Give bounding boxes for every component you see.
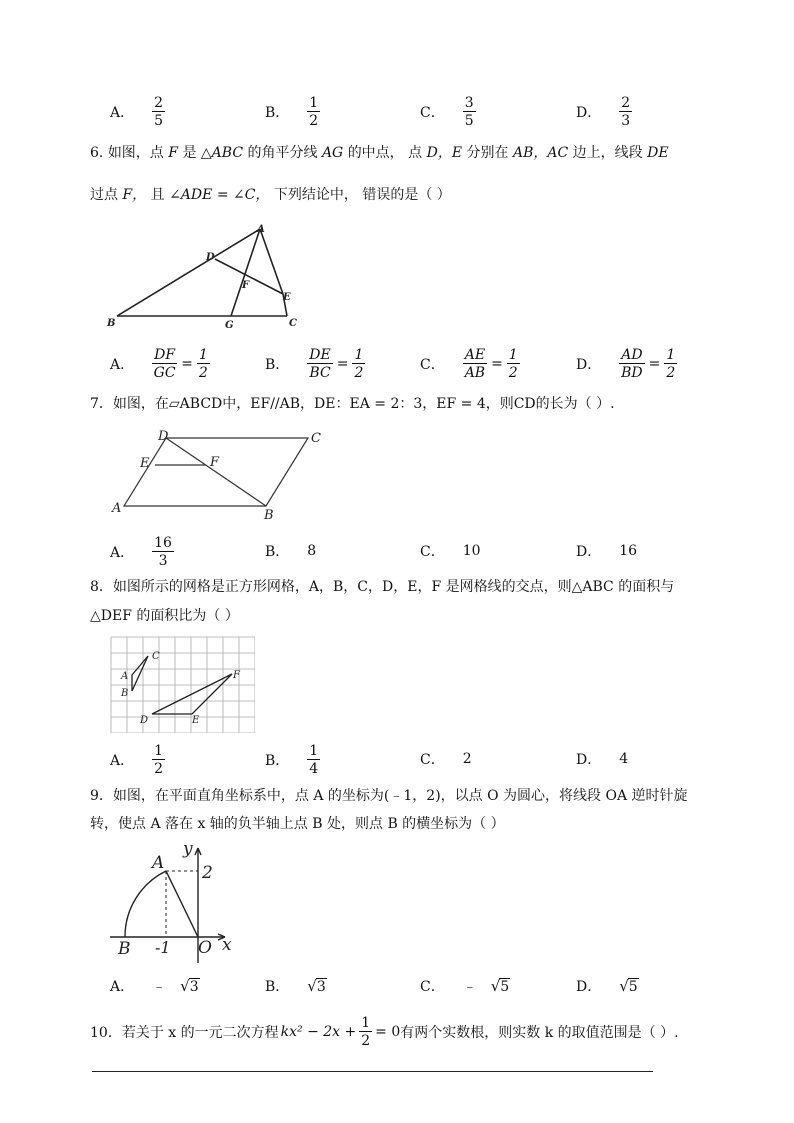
q9-option-b[interactable]: B． √ 3 bbox=[265, 977, 326, 995]
q9-option-a[interactable]: A． ﹣ √ 3 bbox=[110, 977, 199, 995]
segment-ag bbox=[231, 229, 260, 316]
q10-text: 10．若关于 x 的一元二次方程 kx² − 2x + $\frac{1}{2}$ = 0 有两个实数根，则实数 k 的取值范围是（ ）. bbox=[90, 1015, 679, 1049]
label-x: x bbox=[222, 935, 232, 955]
q5-option-a[interactable]: A． $\frac{2}{5}$ bbox=[110, 95, 164, 129]
triangle-def bbox=[152, 674, 232, 714]
q9-line1: 9．如图，在平面直角坐标系中，点 A 的坐标为(﹣1，2)，以点 O 为圆心，将线段 OA 逆时针旋 bbox=[90, 788, 688, 804]
q8-figure bbox=[110, 636, 255, 733]
label-y: y bbox=[183, 839, 193, 859]
q5-option-d[interactable]: D． $\frac{2}{3}$ bbox=[576, 95, 631, 129]
q6-line1: 6. 如图，点 F 是 △ABC 的角平分线 AG 的中点， 点 D，E 分别在 AB，AC 边上，线段 DE bbox=[90, 145, 669, 161]
fraction: $\frac{2}{5}$ bbox=[154, 95, 164, 129]
sqrt: √ 5 bbox=[490, 977, 510, 995]
label-c: C bbox=[152, 651, 160, 662]
segment-oa bbox=[166, 871, 198, 937]
q6-option-a[interactable]: A． $\frac{DF}{GC}$ = $\frac{1}{2}$ bbox=[110, 347, 208, 381]
label-f: F bbox=[233, 670, 240, 681]
q6-option-b[interactable]: B． $\frac{DE}{BC}$ = $\frac{1}{2}$ bbox=[265, 347, 364, 381]
q7-text: 7．如图，在▱ABCD中，EF//AB，DE：EA = 2：3，EF = 4，则CD的长为（ ）. bbox=[90, 396, 615, 412]
label-b: B bbox=[118, 939, 131, 959]
q7-option-d[interactable]: D． 16 bbox=[576, 543, 638, 560]
label-a: A bbox=[152, 853, 165, 873]
q9-line2: 转，使点 A 落在 x 轴的负半轴上点 B 处，则点 B 的横坐标为（ ） bbox=[90, 816, 505, 832]
fraction: $\frac{1}{2}$ bbox=[309, 95, 319, 129]
label-f: F bbox=[210, 455, 220, 470]
q8-line2: △DEF 的面积比为（ ） bbox=[90, 608, 239, 624]
q7-option-c[interactable]: C． 10 bbox=[420, 543, 481, 560]
label-b: B bbox=[264, 508, 274, 520]
label-e: E bbox=[192, 715, 200, 726]
label-a: A bbox=[121, 671, 129, 682]
label-d: D bbox=[140, 715, 149, 726]
sqrt: √ 5 bbox=[619, 977, 638, 995]
q5-option-c[interactable]: C． $\frac{3}{5}$ bbox=[420, 95, 474, 129]
label-g: G bbox=[225, 320, 234, 331]
segment-ba bbox=[117, 229, 260, 316]
label-neg1: -1 bbox=[155, 938, 171, 957]
label-o: O bbox=[198, 938, 212, 958]
label-b: B bbox=[107, 318, 116, 329]
label-a: A bbox=[257, 224, 265, 235]
sqrt: √ 3 bbox=[180, 977, 199, 995]
triangle-abc bbox=[132, 656, 148, 691]
q8-option-d[interactable]: D． 4 bbox=[576, 751, 629, 768]
q8-option-c[interactable]: C． 2 bbox=[420, 751, 472, 768]
segment-db bbox=[166, 438, 266, 506]
q9-figure bbox=[110, 838, 245, 963]
q6-option-c[interactable]: C． $\frac{AE}{AB}$ = $\frac{1}{2}$ bbox=[420, 347, 518, 381]
q7-option-b[interactable]: B． 8 bbox=[265, 543, 317, 560]
label-d: D bbox=[158, 429, 169, 444]
fraction: $\frac{3}{5}$ bbox=[464, 95, 474, 129]
fraction: $\frac{2}{3}$ bbox=[621, 95, 631, 129]
label-e: E bbox=[283, 292, 291, 303]
q9-option-c[interactable]: C． ﹣ √ 5 bbox=[420, 977, 510, 995]
arc-ab bbox=[125, 871, 166, 937]
q6-option-d[interactable]: D． $\frac{AD}{BD}$ = $\frac{1}{2}$ bbox=[576, 347, 676, 381]
answer-line bbox=[92, 1071, 653, 1072]
q8-option-b[interactable]: B． $\frac{1}{4}$ bbox=[265, 743, 319, 777]
q6-line2: 过点 F， 且 ∠ADE = ∠C， 下列结论中， 错误的是（ ） bbox=[90, 187, 451, 203]
q6-figure bbox=[105, 222, 320, 332]
label-f: F bbox=[242, 280, 250, 291]
q7-option-a[interactable]: A． $\frac{16}{3}$ bbox=[110, 535, 172, 569]
q8-option-a[interactable]: A． $\frac{1}{2}$ bbox=[110, 743, 164, 777]
q5-option-b[interactable]: B． $\frac{1}{2}$ bbox=[265, 95, 319, 129]
q7-figure bbox=[108, 428, 333, 520]
q9-option-d[interactable]: D． √ 5 bbox=[576, 977, 638, 995]
label-d: D bbox=[206, 252, 215, 263]
label-c: C bbox=[289, 318, 297, 329]
q8-line1: 8．如图所示的网格是正方形网格，A，B，C，D，E，F 是网格线的交点，则△ABC 的面积与 bbox=[90, 579, 675, 595]
label-c: C bbox=[311, 431, 321, 446]
label-2: 2 bbox=[202, 863, 213, 883]
sqrt: √ 3 bbox=[307, 977, 326, 995]
label-e: E bbox=[140, 456, 150, 471]
label-b: B bbox=[121, 688, 129, 699]
label-a: A bbox=[112, 501, 122, 516]
